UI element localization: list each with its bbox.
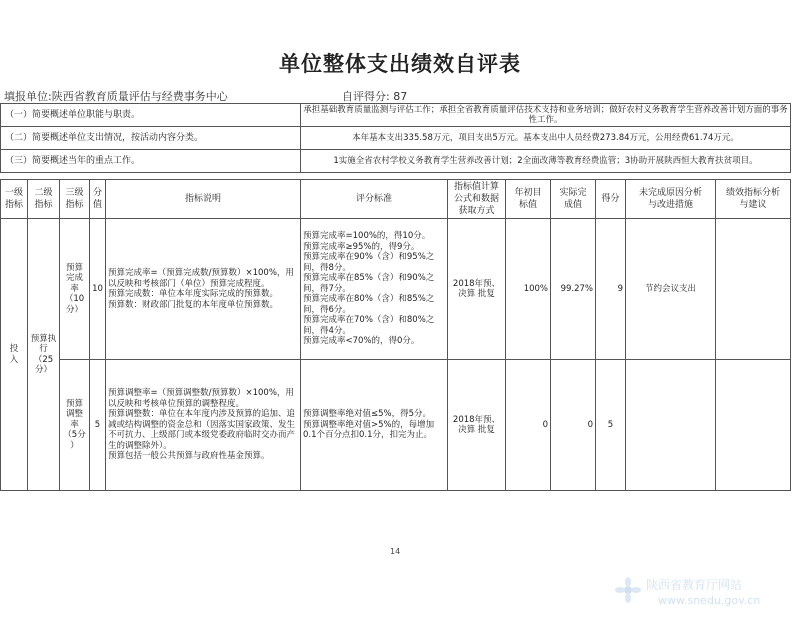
header-actual: 实际完 成值: [551, 180, 596, 219]
cell-target: 0: [506, 360, 551, 491]
header-score: 得分: [596, 180, 626, 219]
indicator-table: [0, 179, 791, 491]
cell-score: 9: [596, 219, 626, 360]
summary-row: [1, 150, 791, 173]
self-score: 自评得分: 87: [342, 90, 408, 103]
summary-question: （二）简要概述单位支出情况，按活动内容分类。: [1, 127, 301, 150]
header-level1: 一级 指标: [1, 180, 28, 219]
cell-score: 5: [596, 360, 626, 491]
header-criteria: 评分标准: [301, 180, 448, 219]
cell-description: 预算调整率=（预算调整数/预算数）×100%，用以反映和考核单位预算的调整程度。 预算调整数：单位在本年度内涉及预算的追加、追减或结构调整的资金总和（因落实国家政策、发生不可抗力、上级部门或本级党委政府临时交办而产生的调整除外）。 预算包括一般公共预算与政府性基金预算。: [106, 360, 301, 491]
cell-description: 预算完成率=（预算完成数/预算数）×100%，用以反映和考核部门（单位）预算完成程度。 预算完成数：单位本年度实际完成的预算数。 预算数：财政部门批复的本年度单位预算数。: [106, 219, 301, 360]
table-row: [1, 360, 791, 491]
cell-actual: 99.27%: [551, 219, 596, 360]
cell-formula: 2018年预、 决算 批复: [448, 360, 506, 491]
summary-question: （一）简要概述单位职能与职责。: [1, 104, 301, 127]
page-title: 单位整体支出绩效自评表: [279, 52, 521, 76]
cell-level2: 预算执 行（25 分）: [28, 219, 60, 491]
summary-row: [1, 127, 791, 150]
table-row: [1, 219, 791, 360]
cell-target: 100%: [506, 219, 551, 360]
watermark-url: www.snedu.gov.cn: [658, 594, 761, 607]
cell-reasons: [626, 360, 716, 491]
cell-level1: 投 入: [1, 219, 28, 491]
cell-actual: 0: [551, 360, 596, 491]
cell-criteria: 预算完成率=100%的，得10分。 预算完成率≥95%的，得9分。 预算完成率在90%（含）和95%之间，得8分。 预算完成率在85%（含）和90%之间，得7分。 预算完成率在80%（含）和85%之间，得6分。 预算完成率在70%（含）和80%之间，得4分。 预算完成率<70%的，得0分。: [301, 219, 448, 360]
header-level2: 二级 指标: [28, 180, 60, 219]
summary-question: （三）简要概述当年的重点工作。: [1, 150, 301, 173]
summary-table: [0, 103, 791, 173]
cell-formula: 2018年预、 决算 批复: [448, 219, 506, 360]
cell-level3: 预算 调整 率 （5分 ）: [60, 360, 90, 491]
header-suggestions: 绩效指标分析 与建议: [716, 180, 791, 219]
summary-answer: 本年基本支出335.58万元，项目支出5万元。基本支出中人员经费273.84万元，公用经费61.74万元。: [301, 127, 791, 150]
page-number: 14: [390, 547, 401, 556]
header-target: 年初目 标值: [506, 180, 551, 219]
table-header-row: [1, 180, 791, 219]
header-formula: 指标值计算 公式和数据 获取方式: [448, 180, 506, 219]
cell-level3: 预算 完成 率 （10 分）: [60, 219, 90, 360]
cell-suggestions: [716, 219, 791, 360]
reporting-unit: 填报单位:陕西省教育质量评估与经费事务中心: [4, 90, 228, 103]
summary-answer: 承担基础教育质量监测与评估工作；承担全省教育质量评估技术支持和业务培训；做好农村义务教育学生营养改善计划方面的事务性工作。: [301, 104, 791, 127]
watermark: [614, 574, 800, 614]
header-level3: 三级 指标: [60, 180, 90, 219]
watermark-name: 陕西省教育厅网站: [646, 578, 743, 592]
header-description: 指标说明: [106, 180, 301, 219]
header-score-value: 分 值: [90, 180, 106, 219]
cell-score-value: 5: [90, 360, 106, 491]
flower-logo-icon: [614, 576, 642, 604]
header-reasons: 未完成原因分析 与改进措施: [626, 180, 716, 219]
cell-reasons: 节约会议支出: [626, 219, 716, 360]
cell-score-value: 10: [90, 219, 106, 360]
summary-row: [1, 104, 791, 127]
summary-answer: 1实施全省农村学校义务教育学生营养改善计划；2全面改薄等教育经费监管；3协助开展陕西恒大教育扶贫项目。: [301, 150, 791, 173]
cell-criteria: 预算调整率绝对值≤5%，得5分。 预算调整率绝对值>5%的，每增加0.1个百分点扣0.1分，扣完为止。: [301, 360, 448, 491]
cell-suggestions: [716, 360, 791, 491]
